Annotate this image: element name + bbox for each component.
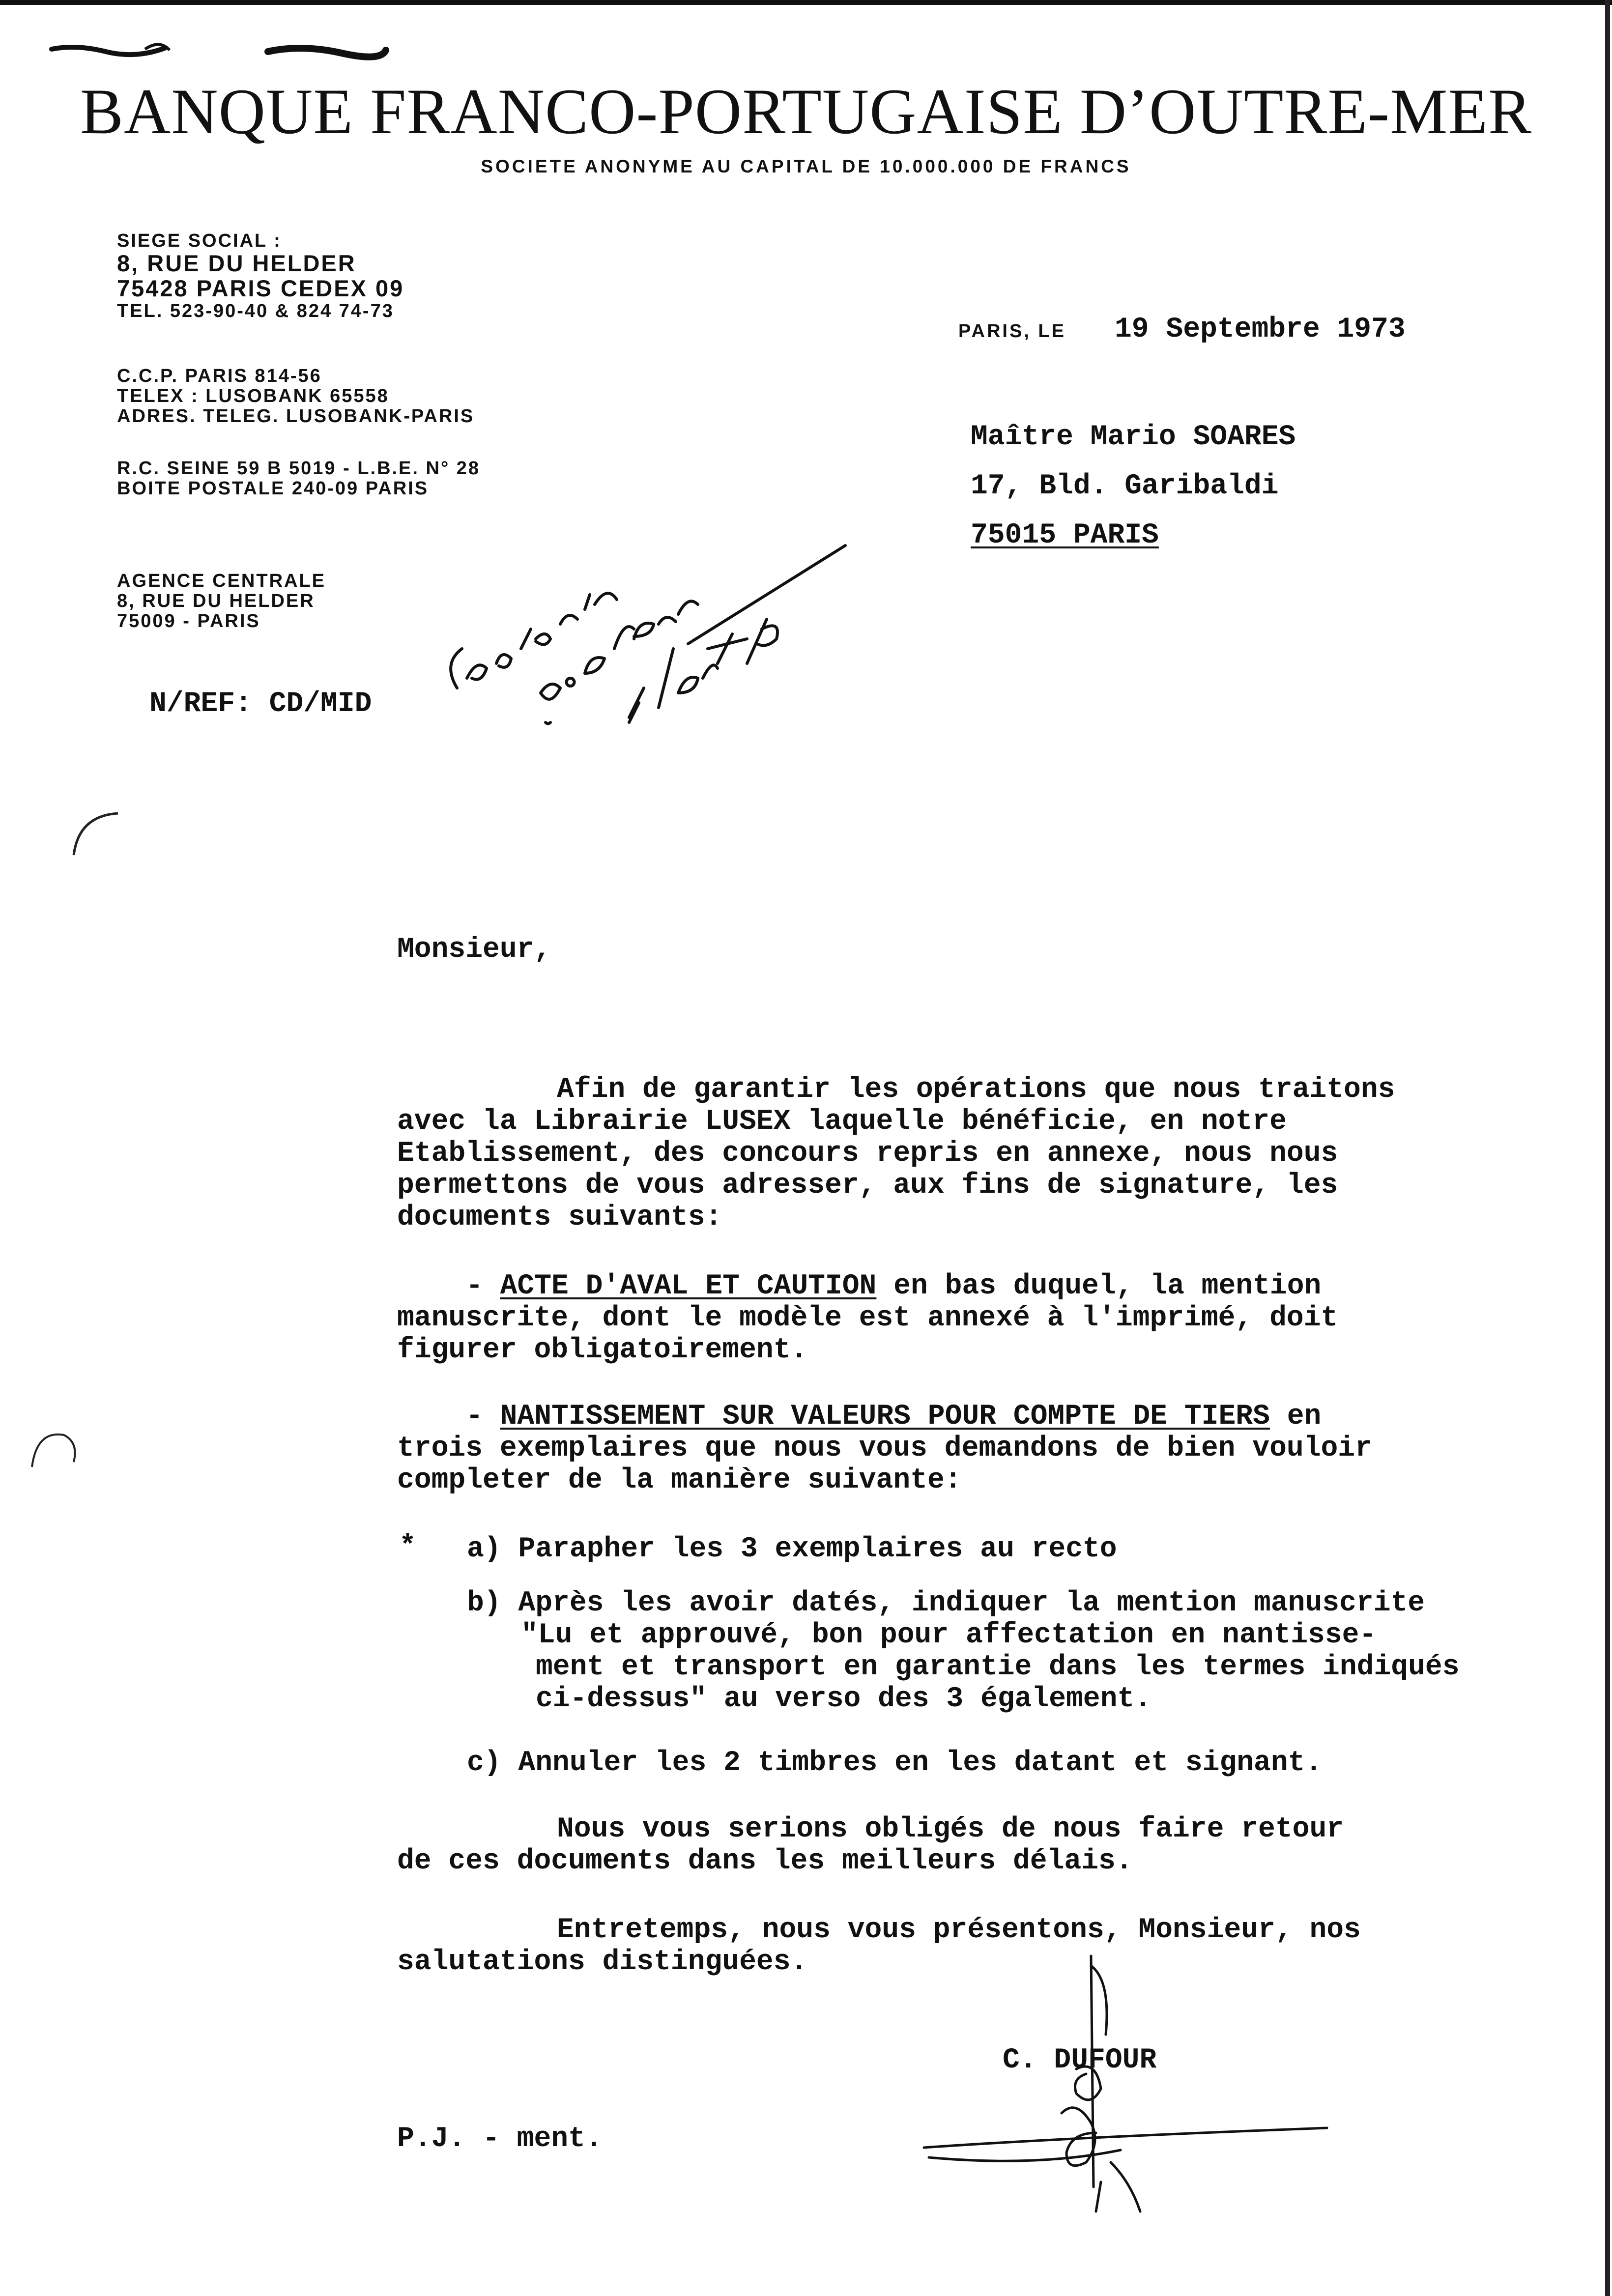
recipient-address — [971, 413, 1295, 560]
text-line: de ces documents dans les meilleurs délais. — [397, 1845, 1133, 1877]
item-first-line — [397, 1270, 1338, 1302]
telegraph: ADRES. TELEG. LUSOBANK-PARIS — [117, 406, 475, 427]
page-border-right — [1605, 0, 1610, 2296]
punch-hole-mark — [25, 1423, 84, 1482]
text-line: documents suivants: — [397, 1202, 722, 1234]
signatory-name: C. DUFOUR — [1003, 2044, 1157, 2076]
text-line: Afin de garantir les opérations que nous traitons — [557, 1074, 1395, 1106]
text-line: Etablissement, des concours repris en annexe, nous nous — [397, 1138, 1338, 1170]
item-rest: en bas duquel, la mention — [893, 1270, 1322, 1302]
text-line: completer de la manière suivante: — [397, 1464, 962, 1496]
item-aval-caution — [397, 1270, 1338, 1366]
item-dash: - — [466, 1401, 483, 1433]
text-line: ment et transport en garantie dans les termes indiqués — [536, 1651, 1460, 1683]
registration-rc: R.C. SEINE 59 B 5019 - L.B.E. N° 28 — [117, 458, 480, 479]
paragraph-intro — [397, 1074, 1395, 1234]
asterisk-mark: * — [399, 1531, 416, 1563]
text-line: trois exemplaires que nous vous demandons de bien vouloir — [397, 1433, 1372, 1464]
text-line: Entretemps, nous vous présentons, Monsieur, nos — [557, 1914, 1361, 1946]
text-line: manuscrite, dont le modèle est annexé à l'imprimé, doit — [397, 1302, 1338, 1334]
telex: TELEX : LUSOBANK 65558 — [117, 386, 389, 407]
agency-heading: AGENCE CENTRALE — [117, 571, 326, 591]
page-border-top — [0, 0, 1612, 5]
headquarters-street: 8, RUE DU HELDER — [117, 250, 356, 277]
paragraph-return — [397, 1813, 1344, 1877]
ccp: C.C.P. PARIS 814-56 — [117, 366, 322, 386]
headquarters-block — [117, 231, 404, 321]
step-c: c) Annuler les 2 timbres en les datant et signant. — [467, 1747, 1323, 1779]
step-b — [467, 1587, 1460, 1715]
date-label: PARIS, LE — [958, 321, 1066, 342]
recipient-street: 17, Bld. Garibaldi — [971, 470, 1279, 502]
headquarters-city: 75428 PARIS CEDEX 09 — [117, 275, 404, 301]
item-title: NANTISSEMENT SUR VALEURS POUR COMPTE DE TIERS — [500, 1401, 1270, 1433]
handwritten-annotation — [423, 516, 865, 727]
item-dash: - — [466, 1270, 483, 1302]
recipient-city: 75015 PARIS — [971, 519, 1159, 551]
enclosure-note: P.J. - ment. — [397, 2123, 603, 2155]
text-line: avec la Librairie LUSEX laquelle bénéficie, en notre — [397, 1106, 1287, 1138]
logo-scribble — [47, 29, 391, 74]
reference: N/REF: CD/MID — [149, 688, 372, 720]
step-a: a) Parapher les 3 exemplaires au recto — [467, 1533, 1117, 1565]
text-line: figurer obligatoirement. — [397, 1334, 808, 1366]
agency-city: 75009 - PARIS — [117, 611, 260, 632]
salutation: Monsieur, — [397, 934, 551, 966]
headquarters-heading: SIEGE SOCIAL : — [117, 230, 282, 251]
agency-street: 8, RUE DU HELDER — [117, 591, 315, 612]
text-line: ci-dessus" au verso des 3 également. — [536, 1683, 1152, 1715]
bank-name: BANQUE FRANCO-PORTUGAISE D’OUTRE-MER — [80, 75, 1532, 147]
registration-block — [117, 459, 480, 499]
letter-date: 19 Septembre 1973 — [1115, 314, 1406, 345]
headquarters-tel: TEL. 523-90-40 & 824 74-73 — [117, 300, 394, 321]
text-line: b) Après les avoir datés, indiquer la mention manuscrite — [467, 1587, 1425, 1619]
recipient-name: Maître Mario SOARES — [971, 421, 1296, 453]
punch-hole-mark — [64, 806, 123, 865]
text-line: salutations distinguées. — [397, 1946, 808, 1978]
po-box: BOITE POSTALE 240-09 PARIS — [117, 478, 429, 499]
text-line: "Lu et approuvé, bon pour affectation en nantisse- — [521, 1619, 1377, 1651]
bank-subtitle: SOCIETE ANONYME AU CAPITAL DE 10.000.000 DE FRANCS — [481, 156, 1131, 176]
contacts-block — [117, 366, 474, 427]
agency-block — [117, 571, 326, 631]
item-nantissement — [397, 1401, 1372, 1496]
item-first-line — [397, 1401, 1372, 1433]
text-line: Nous vous serions obligés de nous faire retour — [557, 1813, 1344, 1845]
item-title: ACTE D'AVAL ET CAUTION — [500, 1270, 877, 1302]
item-rest: en — [1287, 1401, 1322, 1433]
text-line: permettons de vous adresser, aux fins de signature, les — [397, 1170, 1338, 1202]
handwritten-signature — [914, 1951, 1347, 2226]
